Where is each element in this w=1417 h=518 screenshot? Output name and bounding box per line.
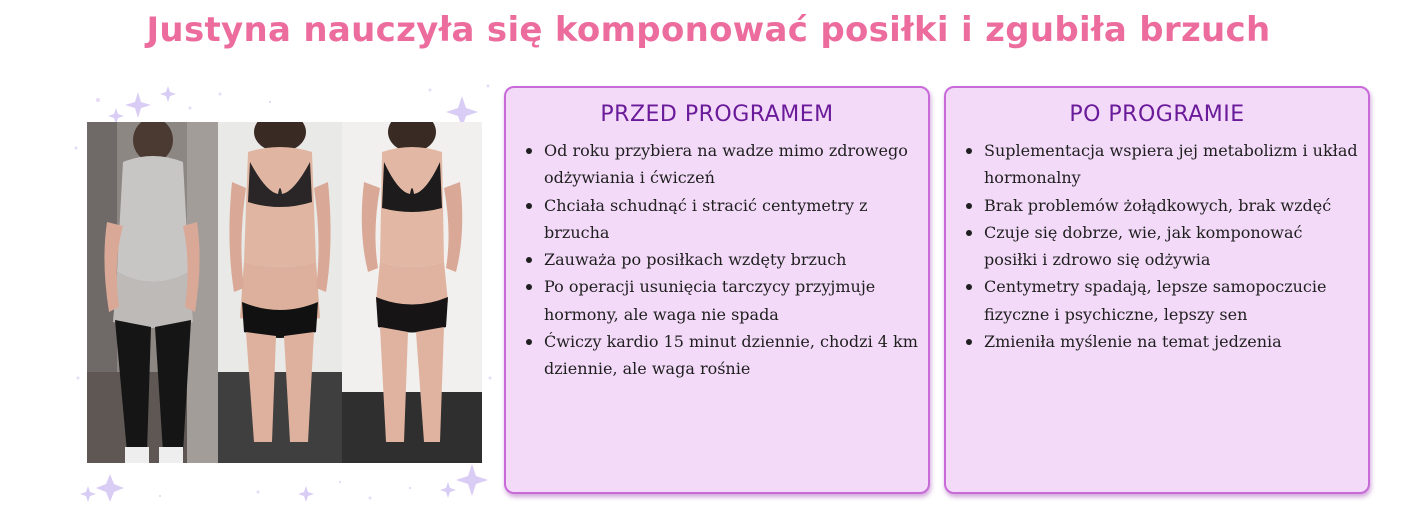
after-program-heading: PO PROGRAMIE [1069,102,1245,127]
list-item: Zmieniła myślenie na temat jedzenia [964,328,1360,355]
photo-panel-after [342,122,482,463]
before-program-heading: PRZED PROGRAMEM [600,102,834,127]
page-title: Justyna nauczyła się komponować posiłki i zgubiła brzuch [146,10,1271,50]
list-item: Brak problemów żołądkowych, brak wzdęć [964,192,1360,219]
list-item: Od roku przybiera na wadze mimo zdrowego odżywiania i ćwiczeń [524,137,920,192]
list-item: Zauważa po posiłkach wzdęty brzuch [524,246,920,273]
photo-panel-before [87,122,218,463]
list-item: Chciała schudnąć i stracić centymetry z brzucha [524,192,920,247]
photo-panel-during [218,122,342,463]
before-program-list [506,137,928,383]
list-item: Centymetry spadają, lepsze samopoczucie fizyczne i psychiczne, lepszy sen [964,273,1360,328]
after-program-card [944,86,1370,494]
list-item: Ćwiczy kardio 15 minut dziennie, chodzi 4 km dziennie, ale waga rośnie [524,328,920,383]
list-item: Suplementacja wspiera jej metabolizm i układ hormonalny [964,137,1360,192]
list-item: Czuje się dobrze, wie, jak komponować posiłki i zdrowo się odżywia [964,219,1360,274]
after-program-list [946,137,1368,355]
list-item: Po operacji usunięcia tarczycy przyjmuje hormony, ale waga nie spada [524,273,920,328]
before-program-card [504,86,930,494]
before-after-photo-collage [87,122,482,463]
